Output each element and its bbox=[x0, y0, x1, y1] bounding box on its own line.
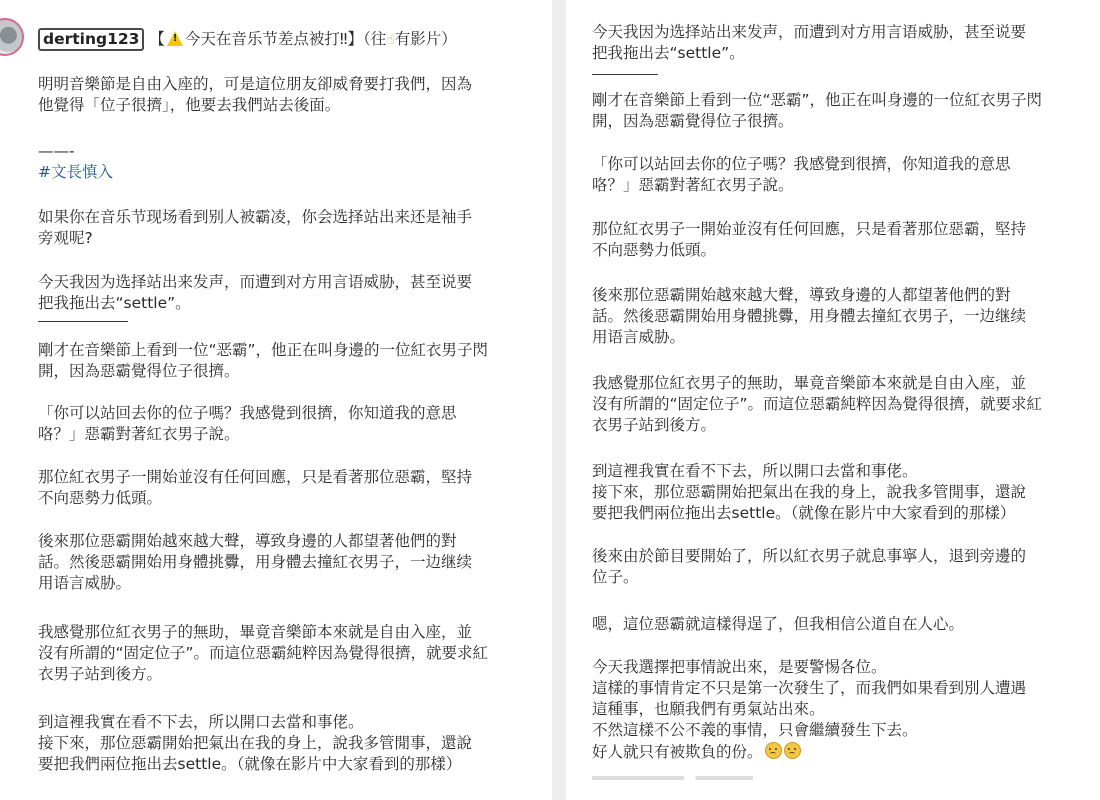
pointing-hand-icon: ☝ bbox=[386, 32, 395, 48]
post-panel-right bbox=[566, 0, 1100, 800]
paragraph-intervene: 到這裡我實在看不下去，所以開口去當和事佬。 接下來，那位惡霸開始把氣出在我的身上，說我多管閒事，還說 要把我們兩位拖出去settle。（就像在影片中大家看到的那樣） bbox=[592, 462, 1027, 522]
paragraph-today: 今天我因为选择站出来发声，而遭到对方用言语威胁，甚至说要 把我拖出去“settle”。 bbox=[38, 273, 473, 312]
paragraph-saw-bully: 剛才在音樂節上看到一位“恶霸”，他正在叫身邊的一位紅衣男子閃 開，因為惡霸覺得位子很擠。 bbox=[38, 341, 489, 380]
paragraph-no-response: 那位紅衣男子一開始並沒有任何回應，只是看著那位惡霸，堅持 不向惡勢力低頭。 bbox=[38, 468, 473, 507]
warning-triangle-icon bbox=[167, 31, 183, 46]
separator-short: ——- bbox=[38, 142, 75, 160]
username-link[interactable]: derting123 bbox=[38, 28, 144, 51]
post-title: 今天在音乐节差点被打‼】（往 bbox=[184, 30, 387, 48]
paragraph-question: 如果你在音乐节现场看到别人被霸凌，你会选择站出来还是袖手 旁观呢? bbox=[38, 208, 473, 247]
paragraph-no-response: 那位紅衣男子一開始並沒有任何回應，只是看著那位惡霸，堅持 不向惡勢力低頭。 bbox=[592, 220, 1027, 259]
paragraph-warning: 今天我選擇把事情說出來，是要警惕各位。 這樣的事情肯定不只是第一次發生了，而我們如果看到別人遭遇 這種事，也願我們有勇氣站出來。 不然這樣不公不義的事情，只會繼續發生下去。 bbox=[592, 658, 1027, 739]
paragraph-today: 今天我因为选择站出来发声，而遭到对方用言语威胁，甚至说要 把我拖出去“settle”。 bbox=[592, 23, 1027, 62]
closing-text: 好人就只有被欺負的份。 bbox=[592, 743, 763, 761]
avatar[interactable] bbox=[0, 18, 24, 56]
separator-rule bbox=[38, 321, 128, 322]
cut-off-text-line bbox=[592, 776, 822, 780]
paragraph-saw-bully: 剛才在音樂節上看到一位“恶霸”，他正在叫身邊的一位紅衣男子閃 開，因為惡霸覺得位子很擠。 bbox=[592, 91, 1043, 130]
paragraph-helpless: 我感覺那位紅衣男子的無助，畢竟音樂節本來就是自由入座，並 沒有所謂的“固定位子”。而這位惡霸純粹因為覺得很擠，就要求紅 衣男子站到後方。 bbox=[38, 623, 489, 683]
paragraph-justice: 嗯，這位惡霸就這樣得逞了，但我相信公道自在人心。 bbox=[592, 615, 965, 633]
paragraph-helpless: 我感覺那位紅衣男子的無助，畢竟音樂節本來就是自由入座，並 沒有所謂的“固定位子”。而這位惡霸純粹因為覺得很擠，就要求紅 衣男子站到後方。 bbox=[592, 374, 1043, 434]
post-title-open: 【 bbox=[149, 30, 165, 48]
paragraph-quote: 「你可以站回去你的位子嗎？我感覺到很擠，你知道我的意思 咯？」惡霸對著紅衣男子說。 bbox=[592, 155, 1011, 194]
hashtag-link[interactable]: #文長慎入 bbox=[38, 163, 113, 181]
sad-face-emoji-icon bbox=[784, 742, 801, 759]
post-title-tail: 有影片） bbox=[394, 30, 457, 48]
panel-divider bbox=[552, 0, 566, 800]
paragraph-quote: 「你可以站回去你的位子嗎？我感覺到很擠，你知道我的意思 咯？」惡霸對著紅衣男子說。 bbox=[38, 404, 457, 443]
paragraph-program-start: 後來由於節目要開始了，所以紅衣男子就息事寧人，退到旁邊的 位子。 bbox=[592, 547, 1027, 586]
sad-face-emoji-icon bbox=[765, 742, 782, 759]
paragraph-intro: 明明音樂節是自由入座的，可是這位朋友卻威脅要打我們，因為 他覺得「位子很擠」，他要去我們站去後面。 bbox=[38, 75, 473, 114]
paragraph-closing bbox=[592, 742, 801, 763]
separator-rule bbox=[592, 74, 658, 75]
paragraph-louder: 後來那位惡霸開始越來越大聲，導致身邊的人都望著他們的對 話。然後惡霸開始用身體挑釁，用身體去撞紅衣男子，一边继续 用语言威胁。 bbox=[38, 532, 473, 592]
post-header bbox=[38, 28, 457, 51]
paragraph-intervene: 到這裡我實在看不下去，所以開口去當和事佬。 接下來，那位惡霸開始把氣出在我的身上，說我多管閒事，還說 要把我們兩位拖出去settle。（就像在影片中大家看到的那樣） bbox=[38, 713, 473, 773]
paragraph-louder: 後來那位惡霸開始越來越大聲，導致身邊的人都望著他們的對 話。然後惡霸開始用身體挑釁，用身體去撞紅衣男子，一边继续 用语言威胁。 bbox=[592, 286, 1027, 346]
